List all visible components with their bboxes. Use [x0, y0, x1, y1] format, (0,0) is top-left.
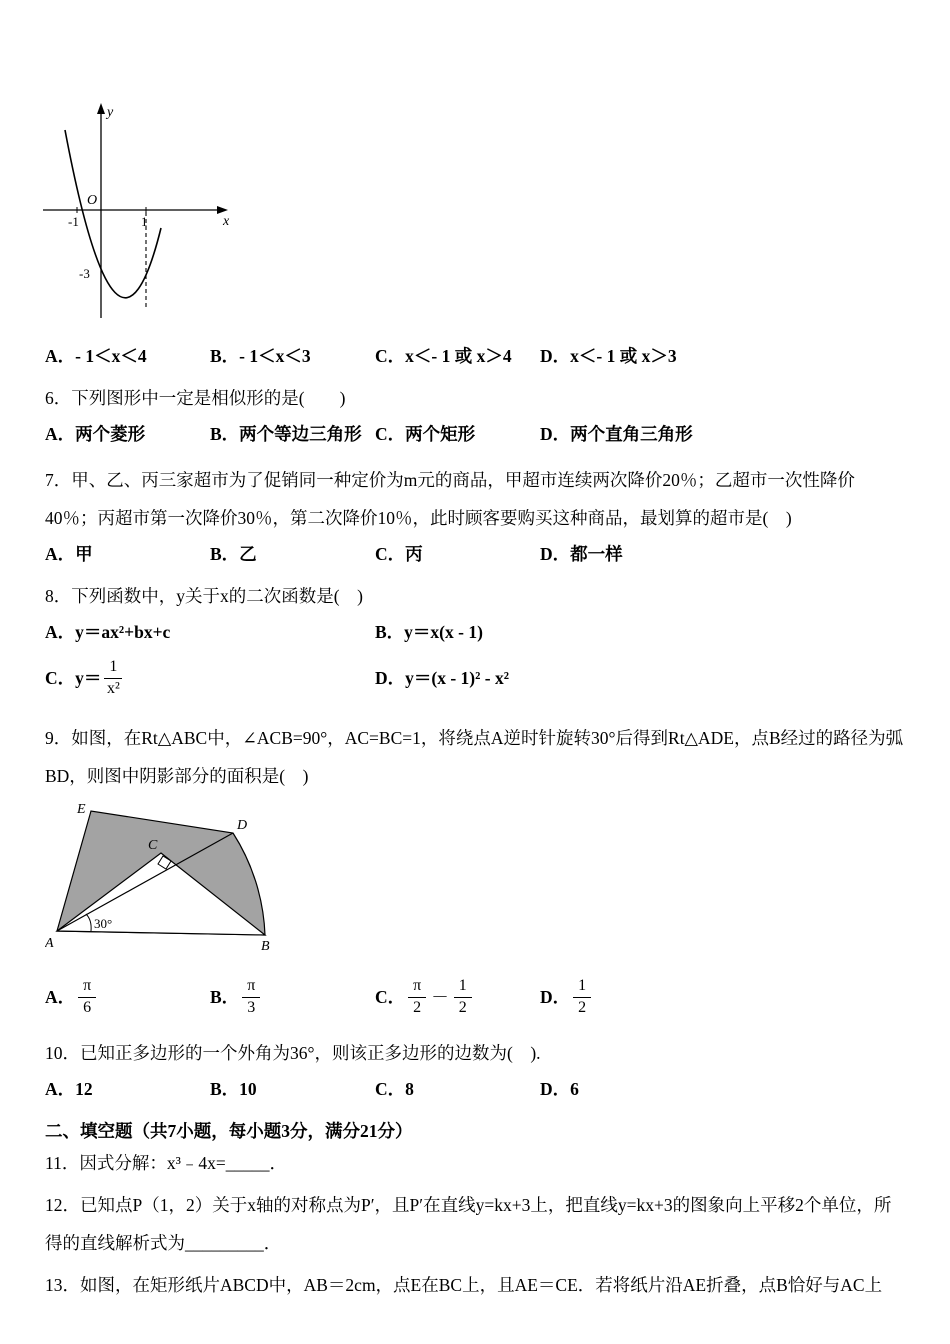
- option-c: C．丙: [375, 544, 423, 564]
- fraction: $\frac{\pi}{3}$: [242, 977, 260, 1017]
- vertex-e-label: E: [77, 802, 86, 817]
- question-9-options: [45, 974, 905, 1020]
- option-a: A．甲: [45, 544, 93, 564]
- y-axis-label: y: [107, 105, 114, 120]
- rotation-svg: [45, 801, 290, 953]
- question-8-options-row2: [45, 655, 905, 701]
- option-d: D．x＜- 1 或 x＞3: [540, 346, 677, 366]
- option-b: B．y＝x(x - 1): [375, 622, 483, 642]
- option-b: [210, 974, 375, 1020]
- option-c: [45, 655, 375, 701]
- tick-1-label: 1: [141, 214, 148, 229]
- option-a: A．12: [45, 1079, 93, 1099]
- question-7-stem: 7．甲、乙、丙三家超市为了促销同一种定价为m元的商品，甲超市连续两次降价20％；乙超市一次性降价40％；丙超市第一次降价30％，第二次降价10％，此时顾客要购买这种商品，最划算的超市是( ): [45, 470, 855, 528]
- option-d: D．y＝(x - 1)² - x²: [375, 668, 509, 688]
- x-axis-label: x: [223, 214, 230, 229]
- vertex-a-label: A: [45, 936, 54, 951]
- option-a: A．- 1＜x＜4: [45, 346, 147, 366]
- option-c: C．x＜- 1 或 x＞4: [375, 346, 512, 366]
- question-8-options-row1: [45, 619, 905, 645]
- vertex-b-label: B: [261, 939, 270, 953]
- parabola-svg: [39, 100, 239, 328]
- option-d: D．两个直角三角形: [540, 424, 693, 444]
- tick-neg3-label: -3: [79, 266, 90, 281]
- fraction: $\frac{\pi}{2}$: [408, 977, 426, 1017]
- option-b: B．两个等边三角形: [210, 424, 362, 444]
- vertex-d-label: D: [237, 818, 248, 833]
- tick-neg1-label: -1: [68, 214, 79, 229]
- question-8-stem: 8．下列函数中，y关于x的二次函数是( ): [45, 586, 363, 606]
- parabola-figure: [39, 100, 905, 333]
- minus-sign: －: [431, 987, 449, 1007]
- rotation-figure: [45, 801, 905, 958]
- question-7-options: [45, 541, 905, 567]
- question-11-stem: 11．因式分解：x³﹣4x=_____．: [45, 1153, 287, 1173]
- question-10-options: [45, 1076, 905, 1102]
- question-6-stem: 6．下列图形中一定是相似形的是( ): [45, 388, 346, 408]
- fraction: $\frac{1}{2}$: [573, 977, 591, 1017]
- option-d-label: D．: [540, 987, 571, 1007]
- origin-label: O: [87, 193, 98, 208]
- angle-label: 30°: [94, 916, 113, 931]
- option-a-label: A．: [45, 987, 76, 1007]
- option-a: A．两个菱形: [45, 424, 146, 444]
- section-2-header: 二、填空题（共7小题，每小题3分，满分21分）: [45, 1121, 413, 1141]
- question-10-stem: 10．已知正多边形的一个外角为36°，则该正多边形的边数为( ).: [45, 1043, 541, 1063]
- y-axis-arrow: [97, 103, 105, 114]
- fraction: $\frac{\pi}{6}$: [78, 977, 96, 1017]
- option-c: [375, 974, 540, 1020]
- question-6-options: [45, 421, 905, 447]
- option-d: D．都一样: [540, 544, 623, 564]
- option-a: A．y＝ax²+bx+c: [45, 622, 171, 642]
- question-12-stem: 12．已知点P（1，2）关于x轴的对称点为P′，且P′在直线y=kx+3上，把直线y=kx+3的图象向上平移2个单位，所得的直线解析式为_________．: [45, 1195, 892, 1253]
- option-b: B．10: [210, 1079, 257, 1099]
- option-b: B．- 1＜x＜3: [210, 346, 311, 366]
- question-9-stem: 9．如图，在Rt△ABC中，∠ACB=90°，AC=BC=1，将绕点A逆时针旋转30°后得到Rt△ADE，点B经过的路径为弧BD，则图中阴影部分的面积是( ): [45, 728, 904, 786]
- option-b: B．乙: [210, 544, 257, 564]
- option-a: [45, 974, 210, 1020]
- option-d: [540, 974, 905, 1020]
- x-axis-arrow: [217, 206, 228, 214]
- fraction: $\frac{1}{\text{x²}}$: [104, 658, 122, 698]
- option-d: D．6: [540, 1079, 579, 1099]
- fraction: $\frac{1}{2}$: [454, 977, 472, 1017]
- vertex-c-label: C: [148, 838, 158, 853]
- option-b-label: B．: [210, 987, 240, 1007]
- option-c: C．两个矩形: [375, 424, 476, 444]
- option-c-label: C．y＝: [45, 668, 102, 688]
- option-c: C．8: [375, 1079, 414, 1099]
- question-13-stem: 13．如图，在矩形纸片ABCD中，AB＝2cm，点E在BC上，且AE＝CE．若将纸片沿AE折叠，点B恰好与AC上: [45, 1275, 883, 1295]
- option-c-label: C．: [375, 987, 406, 1007]
- question-5-options: [45, 343, 905, 369]
